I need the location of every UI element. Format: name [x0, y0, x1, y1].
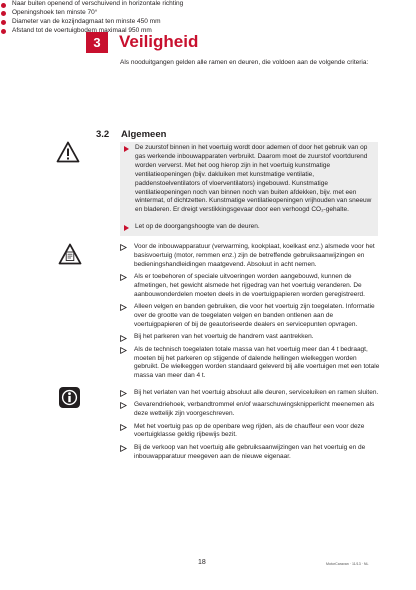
list-item: [120, 444, 382, 462]
list-item-text: Bij de verkoop van het voertuig alle gebruiksaanwijzingen van het voertuig en de inbouwapparatuur meegeven aan de nieuwe eigenaar.: [134, 443, 366, 460]
outline-triangle-icon: [120, 335, 127, 342]
outline-triangle-icon: [120, 424, 127, 431]
chapter-title: Veiligheid: [119, 32, 199, 51]
outline-triangle-icon: [120, 244, 127, 251]
section-number: 3.2: [96, 129, 110, 140]
outline-triangle-icon: [120, 274, 127, 281]
criteria-list: [0, 0, 258, 36]
list-item-text: Met het voertuig pas op de openbare weg rijden, als de chauffeur een voor deze voertuigklasse geldig rijbewijs bezit.: [134, 422, 365, 439]
section-title: Algemeen: [121, 129, 167, 140]
list-item: [120, 243, 382, 270]
page-number: 18: [198, 559, 206, 566]
list-item-text: Als er toebehoren of speciale uitvoeringen worden aangebouwd, kunnen de afmetingen, het gewicht alsmede het rijgedrag van het voertuig veranderen. De aanbouwonderdelen moeten deels in de voertuigpapieren worden geregistreerd.: [134, 273, 365, 298]
list-item: Openingshoek ten minste 70°: [0, 9, 258, 18]
list-item-text: Voor de inbouwapparatuur (verwarming, kookplaat, koelkast enz.) alsmede voor het basisvoertuig (motor, remmen enz.) zijn de betreffende gebruiksaanwijzingen en bedieningshandleidingen maatgevend. Absoluut in acht nemen.: [134, 243, 375, 268]
outline-triangle-icon: [120, 390, 127, 397]
triangle-bullet-icon: [124, 146, 129, 152]
handbook-icon: [58, 243, 82, 270]
intro-text: Als nooduitgangen gelden alle ramen en deuren, die voldoen aan de volgende criteria:: [120, 59, 369, 66]
list-item-text: Als de technisch toegelaten totale massa van het voertuig meer dan 4 t bedraagt, moeten bij het parkeren op stijgende of dalende hellingen wielkeggen worden gebruikt. De wielkeggen worden standaard geleverd bij alle voertuigen met een totale massa van meer dan 4 t.: [134, 345, 380, 380]
warning-item: [121, 223, 373, 232]
info-list: [120, 389, 382, 465]
list-item-text: Bij het parkeren van het voertuig de handrem vast aantrekken.: [134, 333, 314, 341]
outline-triangle-icon: [120, 304, 127, 311]
list-item: [120, 333, 382, 342]
list-item: Naar buiten openend of verschuivend in horizontale richting: [0, 0, 258, 9]
chapter-number: 3: [86, 32, 108, 53]
list-item-text: Alleen velgen en banden gebruiken, die voor het voertuig zijn toegelaten. Informatie over de grootte van de toegelaten velgen en banden ontlenen aan de voertuigpapieren of bij de geautoriseerde dealers en servicepunten opvragen.: [134, 303, 375, 329]
list-item: [120, 389, 382, 398]
list-item: [120, 423, 382, 441]
list-item: Diameter van de kozijndagmaat ten minste 450 mm: [0, 18, 258, 27]
list-item: [120, 273, 382, 300]
outline-triangle-icon: [120, 402, 127, 409]
warning-triangle-icon: [56, 141, 80, 168]
outline-triangle-icon: [120, 445, 127, 452]
warning-text: Let op de doorgangshoogte van de deuren.: [135, 223, 260, 230]
outline-triangle-icon: [120, 347, 127, 354]
warning-text: De zuurstof binnen in het voertuig wordt door ademen of door het gebruik van op gas werkende inbouwapparaten verbruikt. Daarom moet de zuurstof voortdurend worden ververst. Met het oog hierop zijn in het voertuig kunstmatige ventilatieopeningen (bijv. dakluiken met kunstmatige ventilatie, paddenstoelventilators of vloerventilators) ingebouwd. Kunstmatige ventilatieopeningen noch van binnen noch van buiten afdekken, bijv. met een wintermat, of dichtzetten. Kunstmatige ventilatieopeningen vrijhouden van sneeuw en bladeren. Er dreigt verstikkingsgevaar door een verhoogd CO₂-gehalte.: [135, 144, 372, 214]
info-icon: [58, 386, 81, 414]
doc-code: MotorCaravan · 11/13 · NL: [326, 562, 369, 566]
list-item-text: Bij het verlaten van het voertuig absoluut alle deuren, serviceluiken en ramen sluiten.: [134, 389, 379, 396]
list-item: [120, 401, 382, 419]
list-item: Afstand tot de voertuigbodem maximaal 950 mm: [0, 27, 258, 36]
handbook-list: [120, 243, 382, 385]
list-item-text: Gevarendriehoek, verbandtrommel en/of waarschuwingsknipperlicht meenemen als deze wettelijk zijn voorgeschreven.: [134, 401, 375, 418]
triangle-bullet-icon: [124, 225, 129, 231]
warning-item: [121, 144, 373, 215]
list-item: [120, 346, 382, 382]
list-item: [120, 303, 382, 330]
